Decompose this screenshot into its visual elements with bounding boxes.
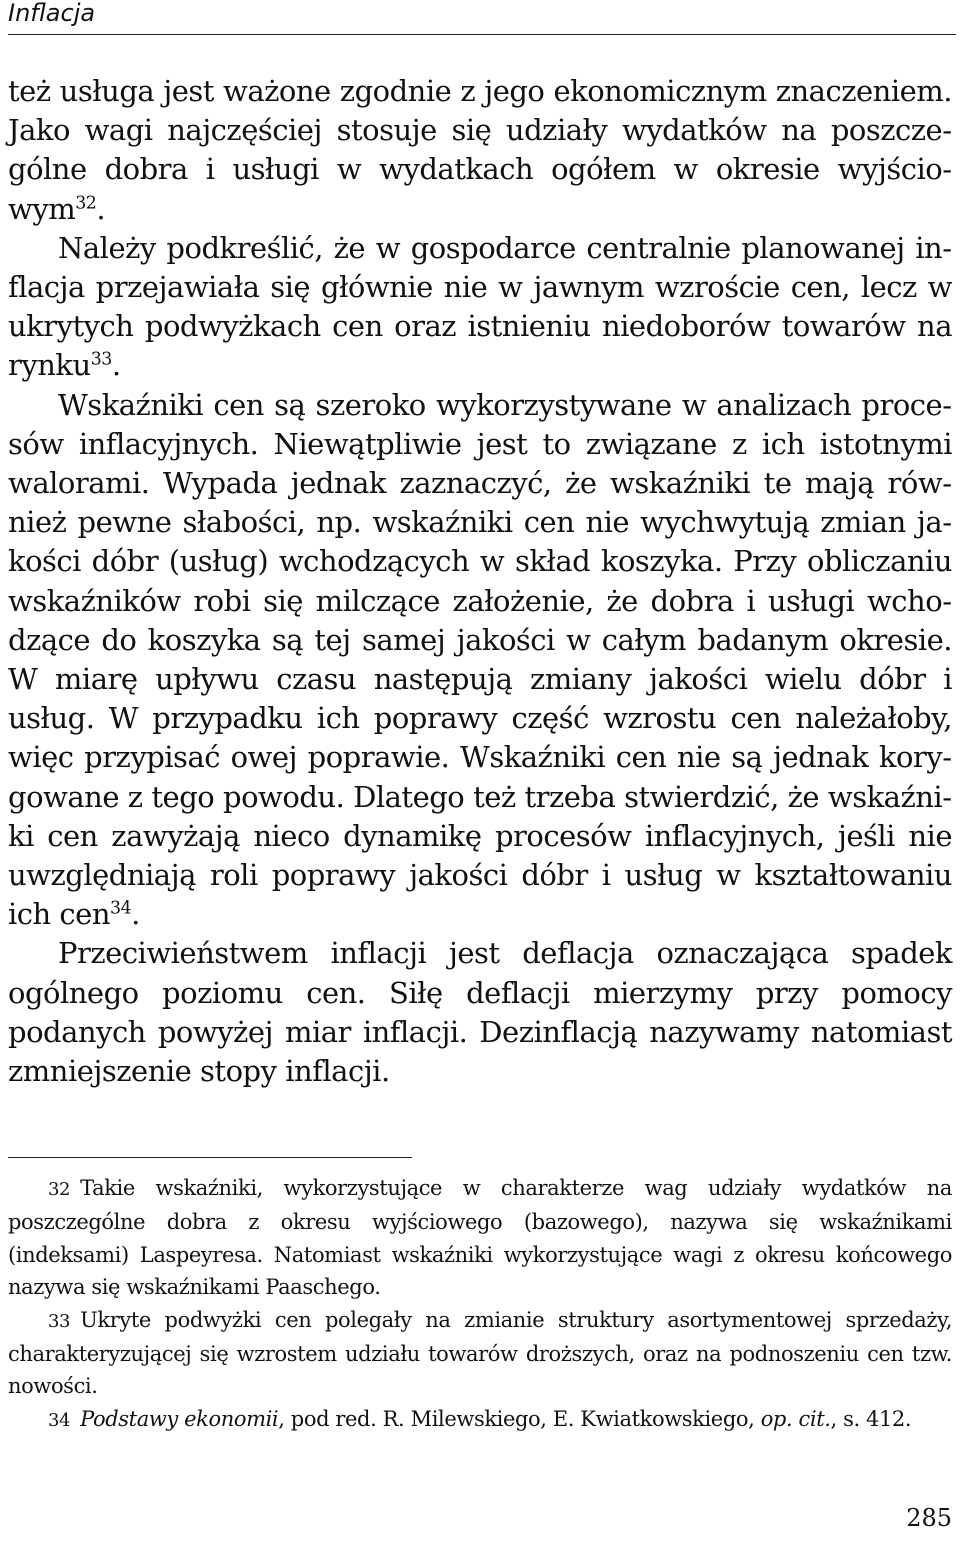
footnote-separator xyxy=(8,1157,412,1158)
footnote-number: 32 xyxy=(48,1179,71,1200)
paragraph-text: Wskaźniki cen są szeroko wykorzystywane w analizach procesów inflacyjnych. Niewątpliwie jest to związane z ich istotnymi walorami. Wypada jednak zaznaczyć, że wskaźniki te mają również pewne słabości, np. wskaźniki cen nie wychwytują zmian jakości dóbr (usług) wchodzących w skład koszyka. Przy obliczaniu wskaźników robi się milczące założenie, że dobra i usługi wchodzące do koszyka są tej samej jakości w całym badanym okresie. W miarę upływu czasu następują zmiany jakości wielu dóbr i usług. W przypadku ich poprawy część wzrostu cen należałoby, więc przypisać owej poprawie. Wskaźniki cen nie są jednak korygowane z tego powodu. Dlatego też trzeba stwierdzić, że wskaźniki cen zawyżają nieco dynamikę procesów inflacyjnych, jeśli nie uwzględniają roli poprawy jakości dóbr i usług w kształtowaniu ich cen xyxy=(8,387,952,932)
paragraph xyxy=(8,386,952,935)
footnote xyxy=(8,1172,952,1304)
footnote xyxy=(8,1403,952,1437)
footnote-ref[interactable]: 32 xyxy=(75,193,97,214)
citation-abbrev: op. cit. xyxy=(760,1406,831,1431)
paragraph-text: . xyxy=(96,191,106,226)
footnote-text: Ukryte podwyżki cen polegały na zmianie struktury asortymentowej sprzedaży, charakteryzującej się wzrostem udziału towarów droższych, oraz na podnoszeniu cen tzw. nowości. xyxy=(8,1307,952,1399)
footnote-number: 34 xyxy=(48,1409,71,1431)
footnote-number: 33 xyxy=(48,1310,71,1332)
footnote-ref[interactable]: 33 xyxy=(90,349,112,370)
chapter-title: Inflacja xyxy=(8,0,96,27)
paragraph-text: . xyxy=(111,348,121,383)
book-title: Podstawy ekonomii xyxy=(80,1406,279,1431)
paragraph-text: też usługa jest ważone zgodnie z jego ekonomicznym znaczeniem. Jako wagi najczęściej stosuje się udziały wydatków na poszczególne dobra i usługi w wydatkach ogółem w okresie wyjściowym xyxy=(8,74,952,226)
running-header xyxy=(8,0,956,35)
footnote xyxy=(8,1304,952,1403)
footnote-ref[interactable]: 34 xyxy=(110,898,132,919)
main-text xyxy=(8,72,952,1091)
footnote-text: Takie wskaźniki, wykorzystujące w charakterze wag udziały wydatków na poszczególne dobra z okresu wyjściowego (bazowego), nazywa się wskaźnikami (indeksami) Laspeyresa. Natomiast wskaźniki wykorzystujące wagi z okresu końcowego nazywa się wskaźnikami Paaschego. xyxy=(8,1176,952,1300)
footnotes xyxy=(8,1172,952,1437)
footnote-text: , pod red. R. Milewskiego, E. Kwiatkowskiego, xyxy=(278,1406,761,1431)
paragraph xyxy=(8,72,952,229)
footnote-text: , s. 412. xyxy=(830,1406,912,1431)
paragraph-text: Należy podkreślić, że w gospodarce centralnie planowanej inflacja przejawiała się głównie nie w jawnym wzroście cen, lecz w ukrytych podwyżkach cen oraz istnieniu niedoborów towarów na rynku xyxy=(8,230,952,383)
paragraph: Przeciwieństwem inflacji jest deflacja oznaczająca spadek ogólnego poziomu cen. Siłę deflacji mierzymy przy pomocy podanych powyżej miar inflacji. Dezinflacją nazywamy natomiast zmniejszenie stopy inflacji. xyxy=(8,936,952,1089)
paragraph-text: . xyxy=(131,897,140,932)
paragraph xyxy=(8,229,952,386)
page-number: 285 xyxy=(906,1504,952,1532)
